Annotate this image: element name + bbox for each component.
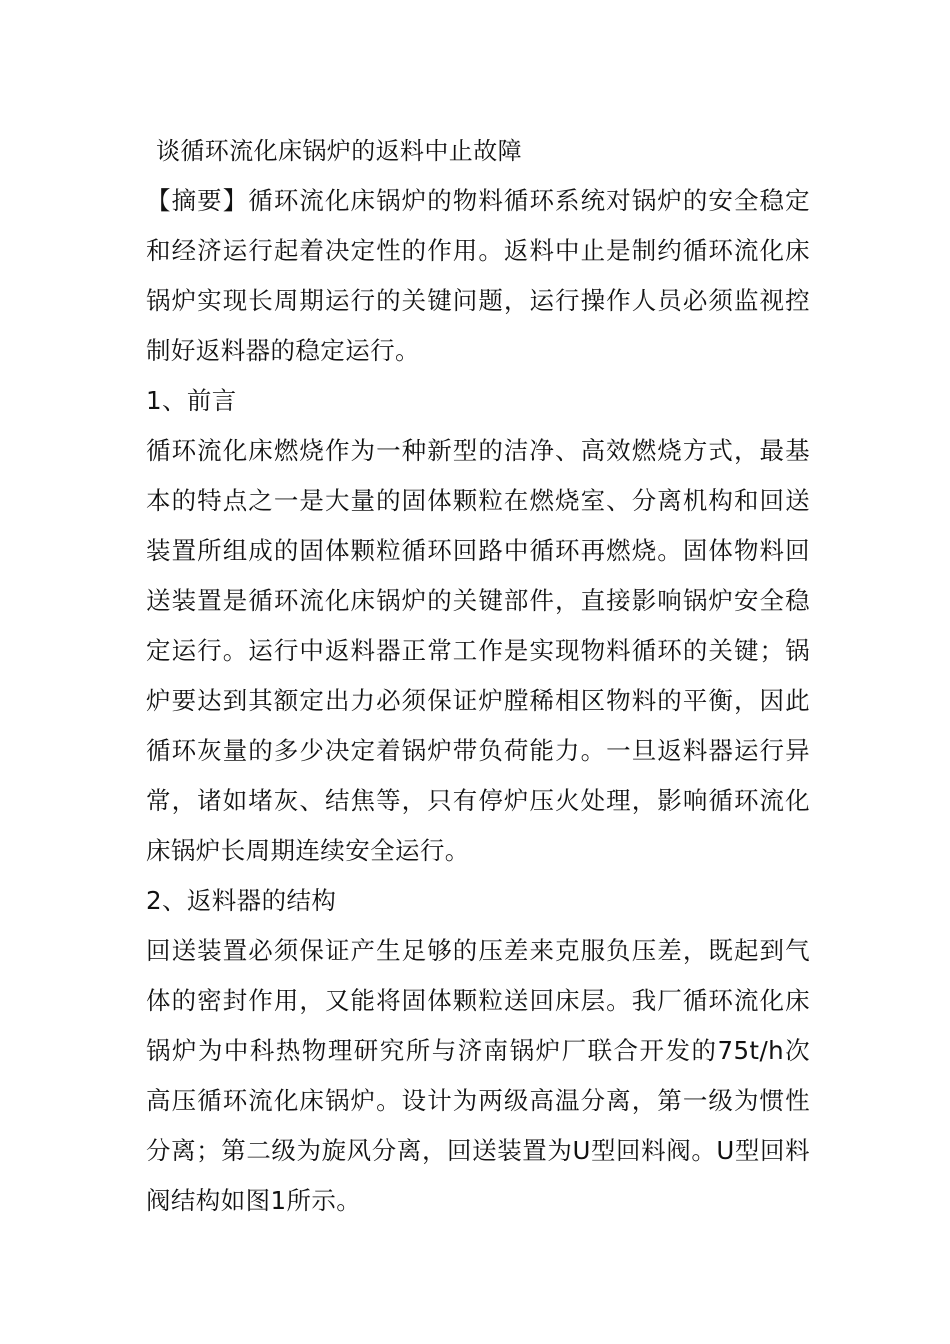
document-title: 谈循环流化床锅炉的返料中止故障	[156, 137, 522, 165]
section-paragraph-structure: 回送装置必须保证产生足够的压差来克服负压差，既起到气体的密封作用，又能将固体颗粒送回床层。我厂循环流化床锅炉为中科热物理研究所与济南锅炉厂联合开发的75t/h次高压循环流化床锅炉。设计为两级高温分离，第一级为惯性分离；第二级为旋风分离，回送装置为U型回料阀。U型回料阀结构如图1所示。	[146, 936, 810, 1215]
section-heading-structure: 2、返料器的结构	[146, 886, 337, 915]
abstract-paragraph: 【摘要】循环流化床锅炉的物料循环系统对锅炉的安全稳定和经济运行起着决定性的作用。返料中止是制约循环流化床锅炉实现长周期运行的关键问题，运行操作人员必须监视控制好返料器的稳定运行。	[146, 186, 810, 365]
section-paragraph-intro: 循环流化床燃烧作为一种新型的洁净、高效燃烧方式，最基本的特点之一是大量的固体颗粒在燃烧室、分离机构和回送装置所组成的固体颗粒循环回路中循环再燃烧。固体物料回送装置是循环流化床锅炉的关键部件，直接影响锅炉安全稳定运行。运行中返料器正常工作是实现物料循环的关键；锅炉要达到其额定出力必须保证炉膛稀相区物料的平衡，因此循环灰量的多少决定着锅炉带负荷能力。一旦返料器运行异常，诸如堵灰、结焦等，只有停炉压火处理，影响循环流化床锅炉长周期连续安全运行。	[146, 436, 810, 865]
document-page	[146, 126, 810, 1226]
section-heading-intro: 1、前言	[146, 386, 237, 415]
